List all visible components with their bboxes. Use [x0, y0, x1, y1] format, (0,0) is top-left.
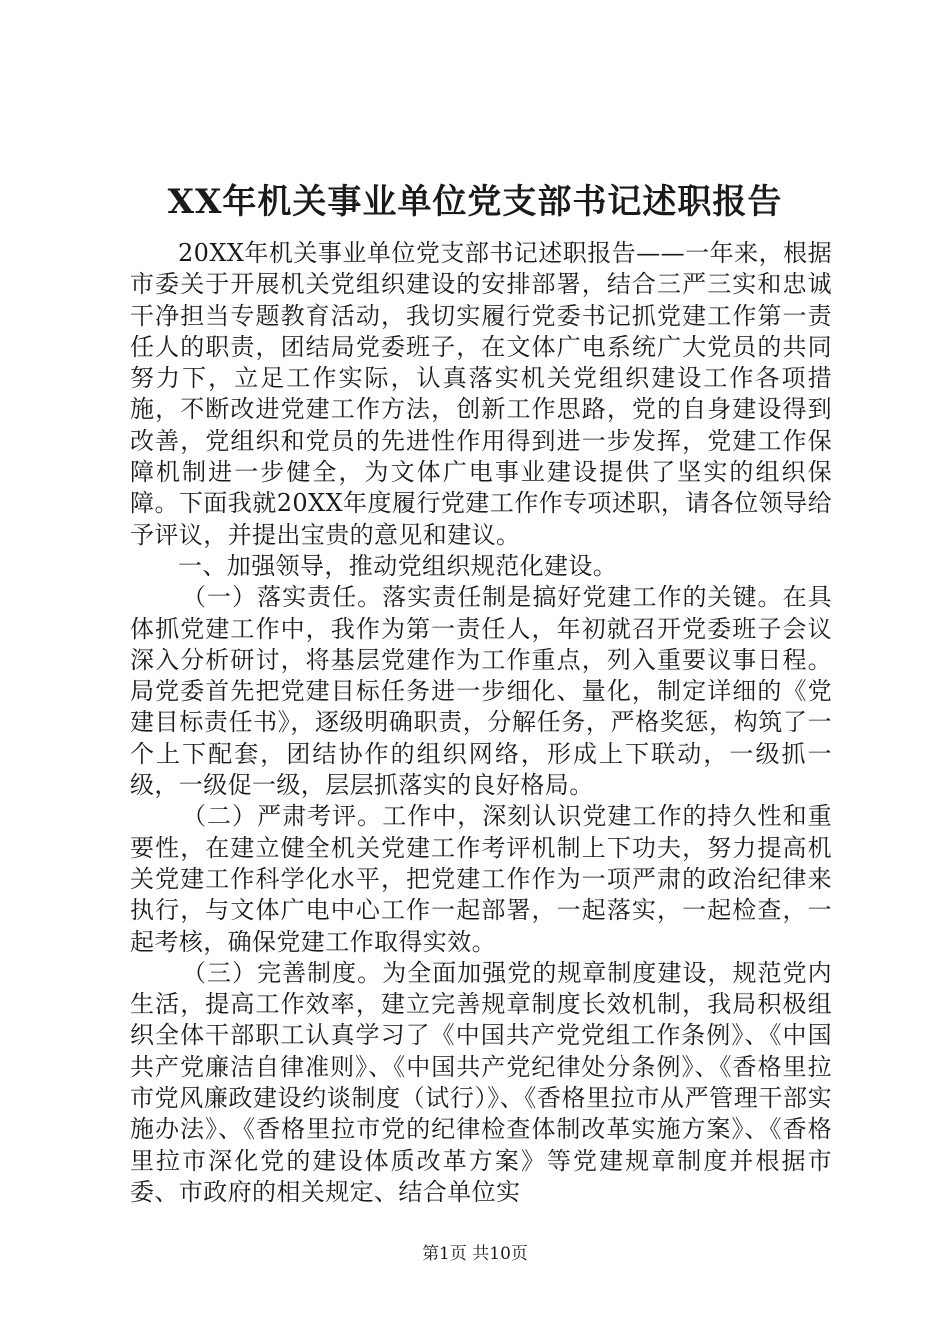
paragraph-regulations: （三）完善制度。为全面加强党的规章制度建设，规范党内生活，提高工作效率，建立完善规章制度长效机制，我局积极组织全体干部职工认真学习了《中国共产党党组工作条例》、《中国共产党廉洁自律准则》、《中国共产党纪律处分条例》、《香格里拉市党风廉政建设约谈制度（试行）》、《香格里拉市从严管理干部实施办法》、《香格里拉市党的纪律检查体制改革实施方案》、《香格里拉市深化党的建设体质改革方案》等党建规章制度并根据市委、市政府的相关规定、结合单位实 — [130, 958, 832, 1206]
document-body — [130, 238, 832, 1208]
page-number-footer: 第1页 共10页 — [422, 1244, 528, 1264]
paragraph-responsibility: （一）落实责任。落实责任制是搞好党建工作的关键。在具体抓党建工作中，我作为第一责任人，年初就召开党委班子会议深入分析研讨，将基层党建作为工作重点，列入重要议事日程。局党委首先把党建目标任务进一步细化、量化，制定详细的《党建目标责任书》，逐级明确职责，分解任务，严格奖惩，构筑了一个上下配套，团结协作的组织网络，形成上下联动，一级抓一级，一级促一级，层层抓落实的良好格局。 — [130, 583, 832, 800]
document-title: XX年机关事业单位党支部书记述职报告 — [167, 182, 783, 222]
paragraph-evaluation: （二）严肃考评。工作中，深刻认识党建工作的持久性和重要性，在建立健全机关党建工作考评机制上下功夫，努力提高机关党建工作科学化水平，把党建工作作为一项严肃的政治纪律来执行，与文体广电中心工作一起部署，一起落实，一起检查，一起考核，确保党建工作取得实效。 — [130, 802, 832, 956]
paragraph-intro: 20XX年机关事业单位党支部书记述职报告——一年来，根据市委关于开展机关党组织建设的安排部署，结合三严三实和忠诚干净担当专题教育活动，我切实履行党委书记抓党建工作第一责任人的职责，团结局党委班子，在文体广电系统广大党员的共同努力下，立足工作实际，认真落实机关党组织建设工作各项措施，不断改进党建工作方法，创新工作思路，党的自身建设得到改善，党组织和党员的先进性作用得到进一步发挥，党建工作保障机制进一步健全，为文体广电事业建设提供了坚实的组织保障。下面我就20XX年度履行党建工作作专项述职，请各位领导给予评议，并提出宝贵的意见和建议。 — [130, 239, 832, 549]
paragraph-section-heading: 一、加强领导，推动党组织规范化建设。 — [178, 551, 618, 580]
